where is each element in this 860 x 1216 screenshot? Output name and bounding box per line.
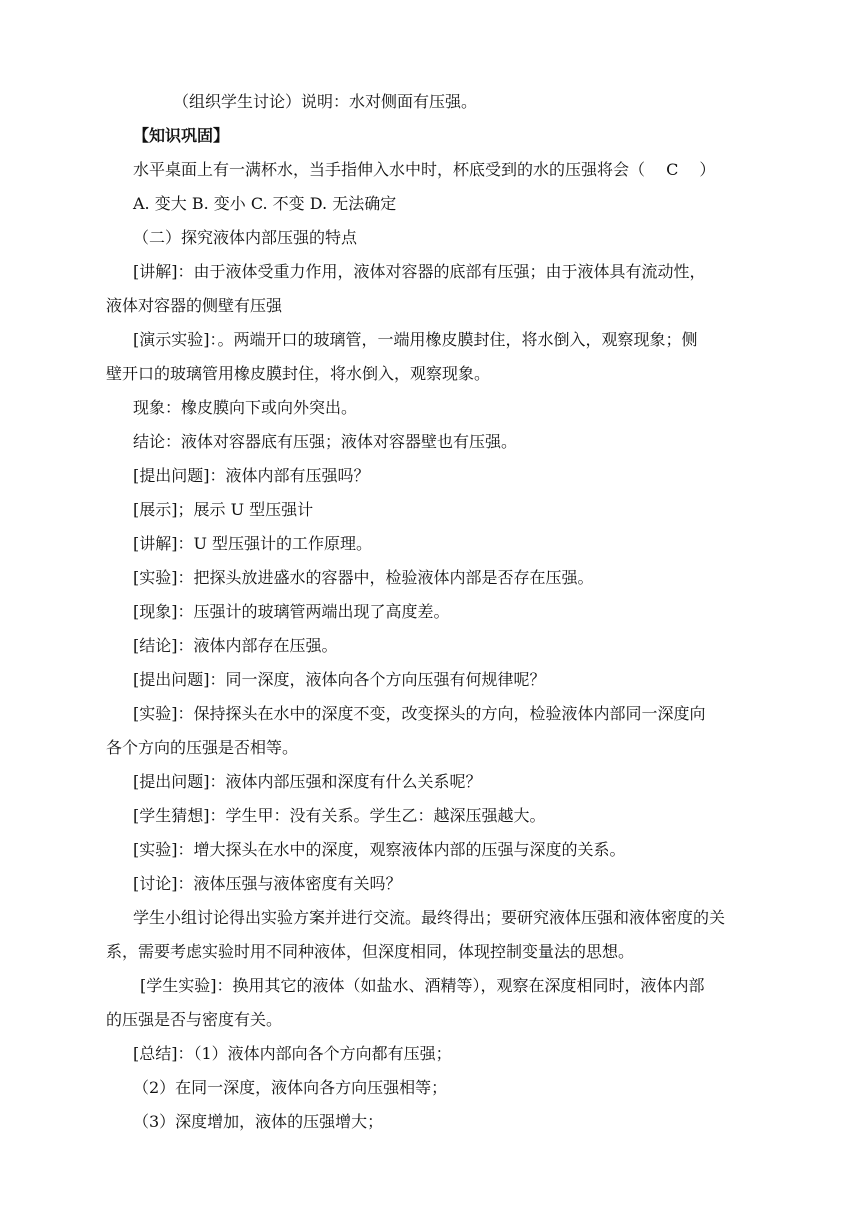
answer-options: A. 变大 B. 变小 C. 不变 D. 无法确定 bbox=[133, 194, 397, 213]
paragraph-line: 结论：液体对容器底有压强；液体对容器壁也有压强。 bbox=[133, 432, 518, 451]
paragraph-line: [实验]：增大探头在水中的深度，观察液体内部的压强与深度的关系。 bbox=[133, 840, 626, 859]
paragraph-line: [讲解]：由于液体受重力作用，液体对容器的底部有压强；由于液体具有流动性， bbox=[133, 262, 706, 281]
paragraph-line: 学生小组讨论得出实验方案并进行交流。最终得出；要研究液体压强和液体密度的关 bbox=[133, 908, 726, 927]
paragraph-line: 壁开口的玻璃管用橡皮膜封住，将水倒入，观察现象。 bbox=[106, 364, 491, 383]
paragraph-line: 的压强是否与密度有关。 bbox=[106, 1010, 283, 1029]
paragraph-line: [讲解]：U 型压强计的工作原理。 bbox=[133, 534, 373, 553]
paragraph-line: [提出问题]：液体内部压强和深度有什么关系呢？ bbox=[133, 772, 482, 791]
paragraph-line: 系，需要考虑实验时用不同种液体，但深度相同，体现控制变量法的思想。 bbox=[106, 942, 635, 961]
paragraph-line: 现象：橡皮膜向下或向外突出。 bbox=[133, 398, 358, 417]
paragraph-line: [学生实验]：换用其它的液体（如盐水、酒精等），观察在深度相同时，液体内部 bbox=[140, 976, 705, 995]
section-heading: 【知识巩固】 bbox=[133, 126, 230, 145]
paragraph-line: 各个方向的压强是否相等。 bbox=[106, 738, 299, 757]
paragraph-line: [学生猜想]：学生甲：没有关系。学生乙：越深压强越大。 bbox=[133, 806, 546, 825]
paragraph-line: （2）在同一深度，液体向各方向压强相等； bbox=[133, 1078, 448, 1097]
section-title: （二）探究液体内部压强的特点 bbox=[133, 228, 358, 247]
paragraph-line: （3）深度增加，液体的压强增大； bbox=[133, 1112, 384, 1131]
paragraph-line: [总结]：（1）液体内部向各个方向都有压强； bbox=[133, 1044, 452, 1063]
paragraph-line: [讨论]：液体压强与液体密度有关吗？ bbox=[133, 874, 402, 893]
paragraph-line: [结论]：液体内部存在压强。 bbox=[133, 636, 338, 655]
paragraph-line: [实验]：保持探头在水中的深度不变，改变探头的方向，检验液体内部同一深度向 bbox=[133, 704, 706, 723]
paragraph-line: [现象]：压强计的玻璃管两端出现了高度差。 bbox=[133, 602, 450, 621]
paragraph-line: [提出问题]：同一深度，液体向各个方向压强有何规律呢？ bbox=[133, 670, 546, 689]
paragraph-line: （组织学生讨论）说明：水对侧面有压强。 bbox=[173, 92, 478, 111]
paragraph-line: 液体对容器的侧壁有压强 bbox=[106, 296, 283, 315]
paragraph-line: [演示实验]：。两端开口的玻璃管，一端用橡皮膜封住，将水倒入，观察现象；侧 bbox=[133, 330, 698, 349]
paragraph-line: [实验]：把探头放进盛水的容器中，检验液体内部是否存在压强。 bbox=[133, 568, 594, 587]
paragraph-line: [提出问题]：液体内部有压强吗？ bbox=[133, 466, 370, 485]
question-text: 水平桌面上有一满杯水，当手指伸入水中时，杯底受到的水的压强将会（ C ） bbox=[133, 160, 716, 179]
paragraph-line: [展示]；展示 U 型压强计 bbox=[133, 500, 314, 519]
